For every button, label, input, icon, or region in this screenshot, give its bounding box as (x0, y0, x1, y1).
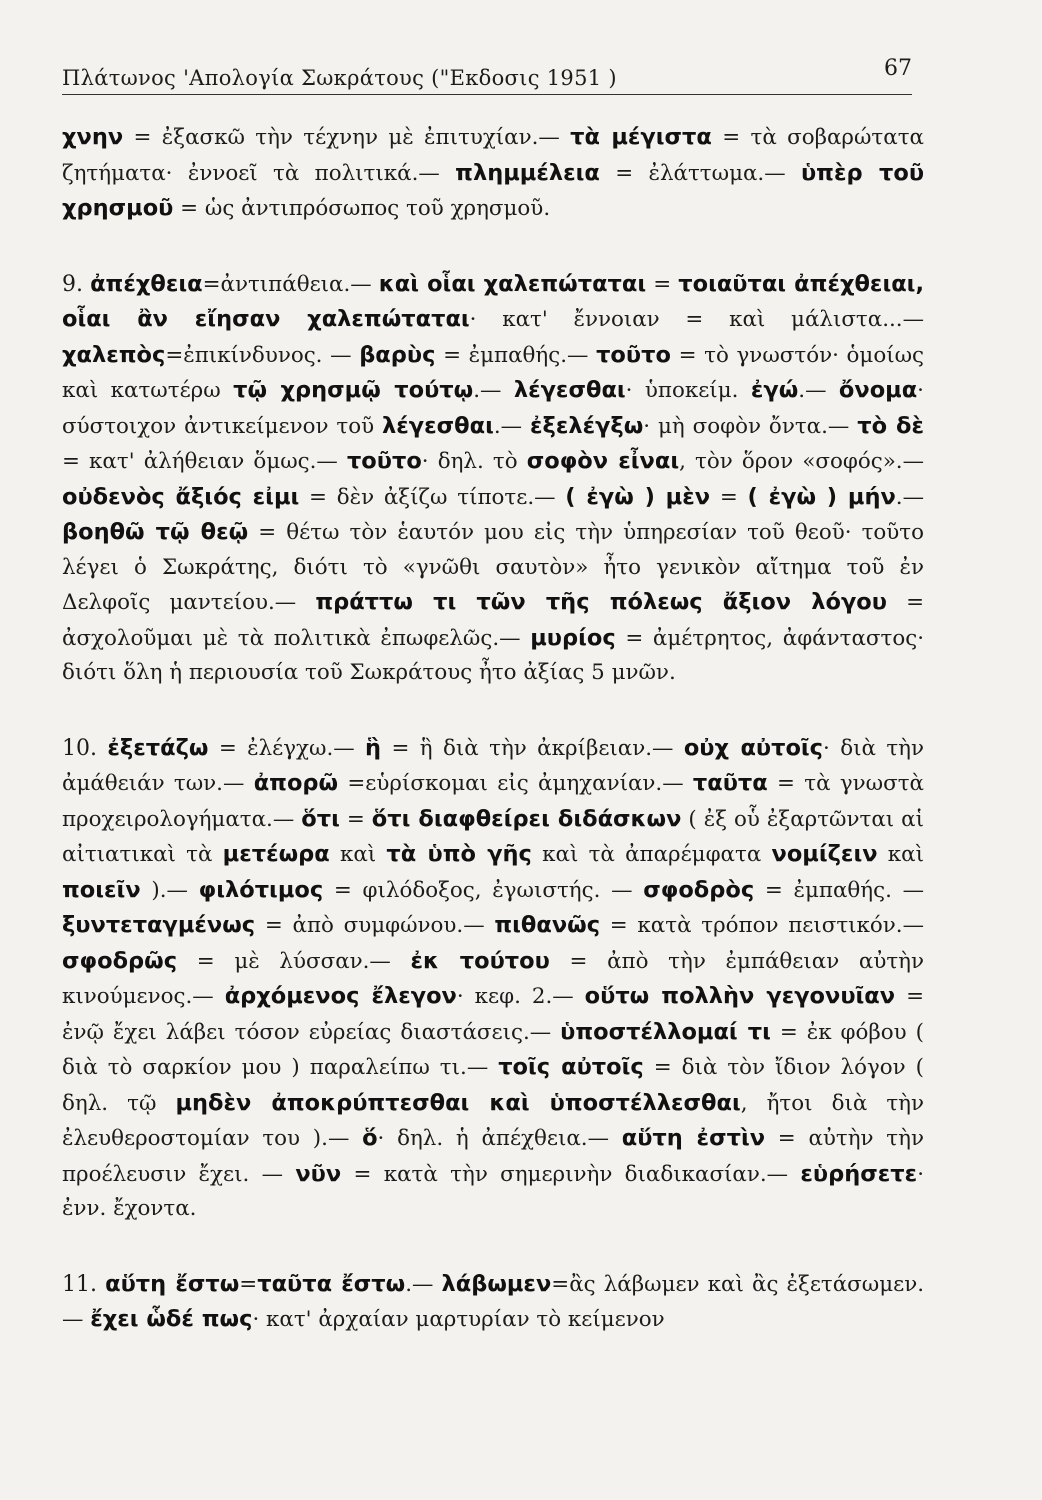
gloss-text: · μὴ σοφὸν ὄντα.— (643, 413, 858, 439)
gloss-text: .— (493, 413, 530, 439)
gloss-text: ( ἐξ οὗ ἐξαρτῶνται αἱ αἰτιατικαὶ τὰ (62, 806, 924, 867)
lemma-term: τοῖς αὐτοῖς (498, 1054, 644, 1080)
gloss-text: =ἐπικίνδυνος. — (165, 342, 360, 368)
gloss-text: · κατ' ἔννοιαν = καὶ μάλιστα...— (469, 307, 924, 332)
paragraph-text (62, 272, 924, 686)
lemma-term: χαλεπὸς (62, 341, 166, 368)
gloss-text: · δηλ. τὸ (421, 449, 527, 474)
lemma-term: αὕτη ἔστω (105, 1270, 240, 1297)
lemma-term: τὸ δὲ (857, 412, 925, 439)
lemma-term: οὐδενὸς ἄξιός εἰμι (62, 483, 300, 510)
gloss-text: = κατ' ἀλήθειαν ὅμως.— (62, 449, 347, 474)
gloss-text: · ὑποκείμ. (625, 378, 751, 403)
lemma-term: ὅτι διαφθείρει διδάσκων (371, 805, 682, 832)
lemma-term: τοιαῦται ἀπέχθειαι, οἷαι ἂν εἴησαν χαλεπώταται (62, 270, 924, 332)
lemma-term: αὕτη ἐστὶν (621, 1125, 766, 1151)
lemma-term: ξυντεταγμένως (62, 912, 256, 938)
gloss-text: .— (895, 484, 924, 510)
page-number: 67 (884, 56, 912, 81)
paragraph-11 (62, 1267, 924, 1338)
lemma-term: οὕτω πολλὴν γεγονυῖαν (584, 983, 896, 1009)
lemma-term: πράττω τι τῶν τῆς πόλεως ἄξιον λόγου (315, 589, 887, 615)
gloss-text: = ἐμπαθής.— (435, 342, 597, 368)
lemma-term: ἀπορῶ (253, 770, 339, 796)
lemma-term: ὅτι (301, 805, 340, 832)
lemma-term: ταῦτα (692, 770, 768, 796)
lemma-term: ἐξετάζω (107, 734, 209, 761)
lemma-term: λέγεσθαι (513, 377, 626, 403)
lemma-term: τοῦτο (346, 448, 422, 474)
lemma-term: ἐξελέγξω (530, 412, 644, 439)
running-header (62, 56, 912, 95)
gloss-text: ).— (140, 877, 199, 903)
commentary-body (62, 120, 924, 1338)
gloss-text: · κατ' ἀρχαίαν μαρτυρίαν τὸ κείμενον (252, 1307, 665, 1332)
lemma-term: ὄνομα (838, 377, 918, 403)
gloss-text: = ἐλάττωμα.— (599, 160, 801, 186)
gloss-text: = αὐτὴν τὴν προέλευσιν ἔχει. — (62, 1126, 924, 1187)
gloss-text: .— (473, 378, 514, 403)
gloss-text: καὶ τὰ ἀπαρέμφατα (531, 842, 772, 867)
gloss-text: = κατὰ τρόπον πειστικόν.— (600, 913, 924, 938)
lemma-term: ὅ (362, 1125, 378, 1151)
lemma-term: μυρίος (530, 624, 616, 651)
lemma-term: σοφὸν εἶναι (526, 448, 680, 474)
gloss-text: = τὸ γνωστόν· ὁμοίως καὶ κατωτέρω (62, 342, 925, 403)
lemma-term: ( ἐγὼ ) μὲν (565, 483, 711, 510)
gloss-text: = (646, 271, 679, 297)
lemma-term: φιλότιμος (198, 876, 324, 903)
lemma-term: λάβωμεν (441, 1270, 552, 1297)
gloss-text: · κεφ. 2.— (456, 984, 585, 1009)
gloss-text: = θέτω τὸν ἑαυτόν μου εἰς τὴν ὑπηρεσίαν τοῦ θεοῦ· τοῦτο λέγει ὁ Σωκράτης, διότι τὸ «γνῶθι σαυτὸν» ἦτο γενικὸν αἴτημα τοῦ ἐν Δελφοῖς μαντείου.— (62, 520, 924, 615)
lemma-term: εὑρήσετε (800, 1160, 918, 1187)
lemma-term: βαρὺς (359, 341, 436, 368)
gloss-text: , ἤτοι διὰ τὴν ἐλευθεροστομίαν του ).— (62, 1090, 924, 1151)
gloss-text: = (239, 1271, 258, 1297)
gloss-text: · διὰ τὴν ἀμάθειάν των.— (62, 735, 924, 796)
gloss-text: .— (798, 378, 839, 403)
paragraph-number: 11. (62, 1271, 97, 1297)
lemma-term: τὰ ὑπὸ γῆς (386, 841, 532, 867)
lemma-term: οὐχ αὐτοῖς (683, 734, 824, 761)
lemma-term: νῦν (295, 1160, 342, 1187)
gloss-text: = (339, 806, 372, 832)
gloss-text: = ἐνῷ ἔχει λάβει τόσον εὐρείας διαστάσεις.— (62, 984, 924, 1045)
lemma-term: τοῦτο (596, 341, 671, 368)
paragraph-text (62, 125, 924, 221)
gloss-text: =ἀντιπάθεια.— (202, 271, 379, 297)
lemma-term: νομίζειν (771, 841, 878, 867)
lemma-term: ἀρχόμενος ἔλεγον (224, 983, 457, 1009)
gloss-text: = κατὰ τὴν σημερινὴν διαδικασίαν.— (341, 1161, 801, 1187)
gloss-text: = ἀπὸ τὴν ἐμπάθειαν αὐτὴν κινούμενος.— (62, 948, 924, 1009)
gloss-text: = τὰ σοβαρώτατα ζητήματα· ἐννοεῖ τὰ πολιτικά.— (62, 125, 924, 186)
paragraph-text (62, 1272, 924, 1333)
gloss-text: = ἐκ φόβου ( διὰ τὸ σαρκίον μου ) παραλείπω τι.— (62, 1019, 924, 1080)
lemma-term: ἔχει ὧδέ πως (90, 1306, 253, 1332)
gloss-text: = φιλόδοξος, ἐγωιστής. — (323, 877, 644, 903)
gloss-text: = ἣ διὰ τὴν ἀκρίβειαν.— (381, 735, 684, 761)
gloss-text: =ἂς λάβωμεν καὶ ἂς ἐξετάσωμεν.— (62, 1271, 925, 1332)
gloss-text: , τὸν ὅρον «σοφός».— (679, 449, 924, 474)
gloss-text: = διὰ τὸν ἴδιον λόγον ( δηλ. τῷ (62, 1055, 924, 1116)
lemma-term: πλημμέλεια (455, 159, 600, 186)
paragraph-number: 9. (62, 271, 83, 297)
lemma-term: μετέωρα (222, 841, 330, 867)
gloss-text: = τὰ γνωστὰ προχειρολογήματα.— (62, 771, 924, 832)
paragraph-text (62, 736, 924, 1222)
lemma-term: βοηθῶ τῷ θεῷ (62, 519, 249, 545)
paragraph-10 (62, 731, 924, 1227)
lemma-term: σφοδρῶς (62, 947, 178, 974)
lemma-term: χνην (62, 124, 124, 150)
lemma-term: πιθανῶς (494, 912, 601, 938)
gloss-text: = ἀπὸ συμφώνου.— (255, 913, 495, 938)
lemma-term: ἐγώ (750, 377, 799, 403)
gloss-text: = ἐλέγχω.— (208, 735, 366, 761)
gloss-text: = μὲ λύσσαν.— (177, 948, 411, 974)
lemma-term: καὶ οἷαι χαλεπώταται (378, 270, 647, 297)
gloss-text: = (710, 484, 748, 510)
lemma-term: τῷ χρησμῷ τούτῳ (233, 377, 474, 403)
gloss-text: καὶ (329, 842, 387, 867)
gloss-text: καὶ (877, 842, 924, 867)
lemma-term: ταῦτα ἔστω (257, 1270, 406, 1297)
gloss-text: =εὑρίσκομαι εἰς ἀμηχανίαν.— (338, 771, 693, 796)
paragraph-continuation (62, 120, 924, 227)
lemma-term: ἐκ τούτου (410, 947, 550, 974)
lemma-term: ἣ (365, 734, 382, 761)
gloss-text: = ἀμέτρητος, ἀφάνταστος· διότι ὅλη ἡ περιουσία τοῦ Σωκράτους ἦτο ἀξίας 5 μνῶν. (62, 625, 924, 685)
lemma-term: ὑποστέλλομαί τι (560, 1018, 771, 1045)
gloss-text: · ἐνν. ἔχοντα. (62, 1161, 924, 1221)
paragraph-number: 10. (62, 735, 97, 761)
lemma-term: τὰ μέγιστα (570, 124, 712, 150)
gloss-text: = ἐξασκῶ τὴν τέχνην μὲ ἐπιτυχίαν.— (123, 125, 571, 150)
lemma-term: ὑπὲρ τοῦ χρησμοῦ (62, 159, 925, 221)
gloss-text: · δηλ. ἡ ἀπέχθεια.— (377, 1126, 622, 1151)
lemma-term: ( ἐγὼ ) μήν (747, 483, 896, 510)
paragraph-9 (62, 267, 924, 691)
gloss-text: = ἀσχολοῦμαι μὲ τὰ πολιτικὰ ἐπωφελῶς.— (62, 590, 924, 651)
lemma-term: μηδὲν ἀποκρύπτεσθαι καὶ ὑποστέλλεσθαι (175, 1089, 741, 1116)
lemma-term: σφοδρὸς (643, 876, 755, 903)
gloss-text: = δὲν ἀξίζω τίποτε.— (299, 484, 566, 510)
lemma-term: ἀπέχθεια (90, 270, 203, 297)
gloss-text: · σύστοιχον ἀντικείμενον τοῦ (62, 378, 924, 439)
gloss-text: .— (405, 1271, 442, 1297)
gloss-text: = ἐμπαθής. — (754, 877, 925, 903)
lemma-term: λέγεσθαι (382, 412, 494, 439)
gloss-text: = ὡς ἀντιπρόσωπος τοῦ χρησμοῦ. (173, 196, 551, 221)
lemma-term: ποιεῖν (62, 876, 141, 903)
header-title: Πλάτωνος 'Απολογία Σωκράτους ("Εκδοσις 1951 ) (62, 66, 617, 90)
